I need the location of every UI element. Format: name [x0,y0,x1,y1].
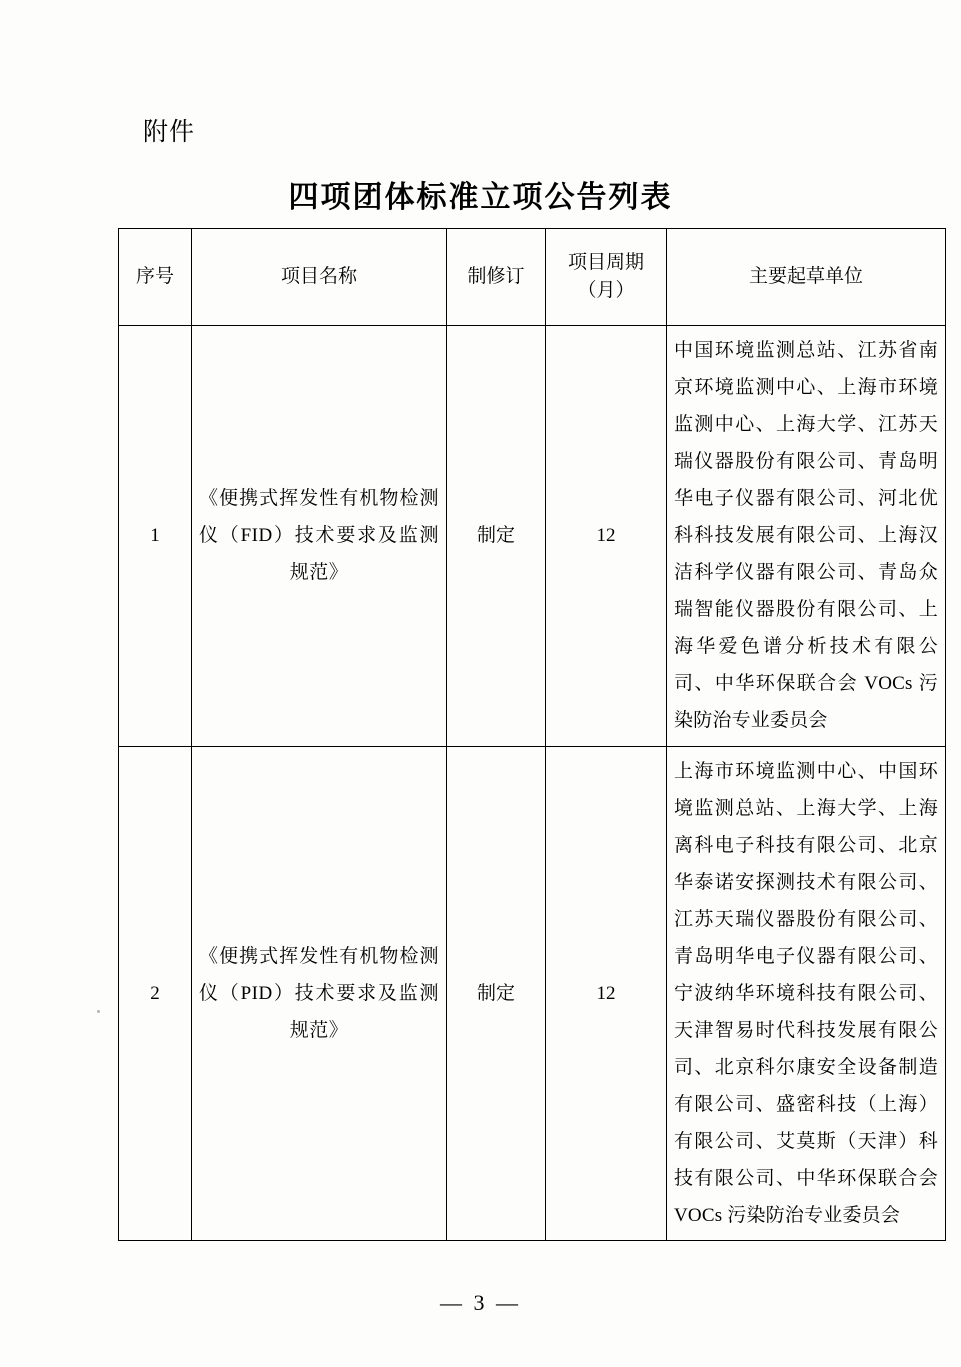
row-revision: 制定 [447,746,546,1241]
page-number: — 3 — [440,1290,521,1315]
table-header-row [119,229,946,326]
scan-speck [97,1010,100,1013]
header-drafting-units: 主要起草单位 [667,229,946,326]
header-project-name: 项目名称 [192,229,447,326]
row-drafting-units: 中国环境监测总站、江苏省南京环境监测中心、上海市环境监测中心、上海大学、江苏天瑞仪器股份有限公司、青岛明华电子仪器有限公司、河北优科科技发展有限公司、上海汉洁科学仪器有限公司、青岛众瑞智能仪器股份有限公司、上海华爱色谱分析技术有限公司、中华环保联合会 VOCs 污染防治专业委员会 [667,326,946,747]
header-cycle-line2: （月） [577,280,635,301]
row-no: 1 [119,326,192,747]
row-project-name: 《便携式挥发性有机物检测仪（FID）技术要求及监测规范》 [192,326,447,747]
table-row [119,746,946,1241]
table-row [119,326,946,747]
row-cycle: 12 [546,746,667,1241]
row-no: 2 [119,746,192,1241]
header-revision: 制修订 [447,229,546,326]
standards-table [118,228,946,1241]
attachment-label: 附件 [143,119,196,146]
page-title: 四项团体标准立项公告列表 [288,181,673,214]
header-cycle-line1: 项目周期 [567,252,644,274]
row-revision: 制定 [447,326,546,747]
row-cycle: 12 [546,326,667,747]
header-no: 序号 [119,229,192,326]
header-cycle [546,229,667,326]
row-project-name: 《便携式挥发性有机物检测仪（PID）技术要求及监测规范》 [192,746,447,1241]
row-drafting-units: 上海市环境监测中心、中国环境监测总站、上海大学、上海离科电子科技有限公司、北京华泰诺安探测技术有限公司、江苏天瑞仪器股份有限公司、青岛明华电子仪器有限公司、宁波纳华环境科技有限公司、天津智易时代科技发展有限公司、北京科尔康安全设备制造有限公司、盛密科技（上海）有限公司、艾莫斯（天津）科技有限公司、中华环保联合会 VOCs 污染防治专业委员会 [667,746,946,1241]
